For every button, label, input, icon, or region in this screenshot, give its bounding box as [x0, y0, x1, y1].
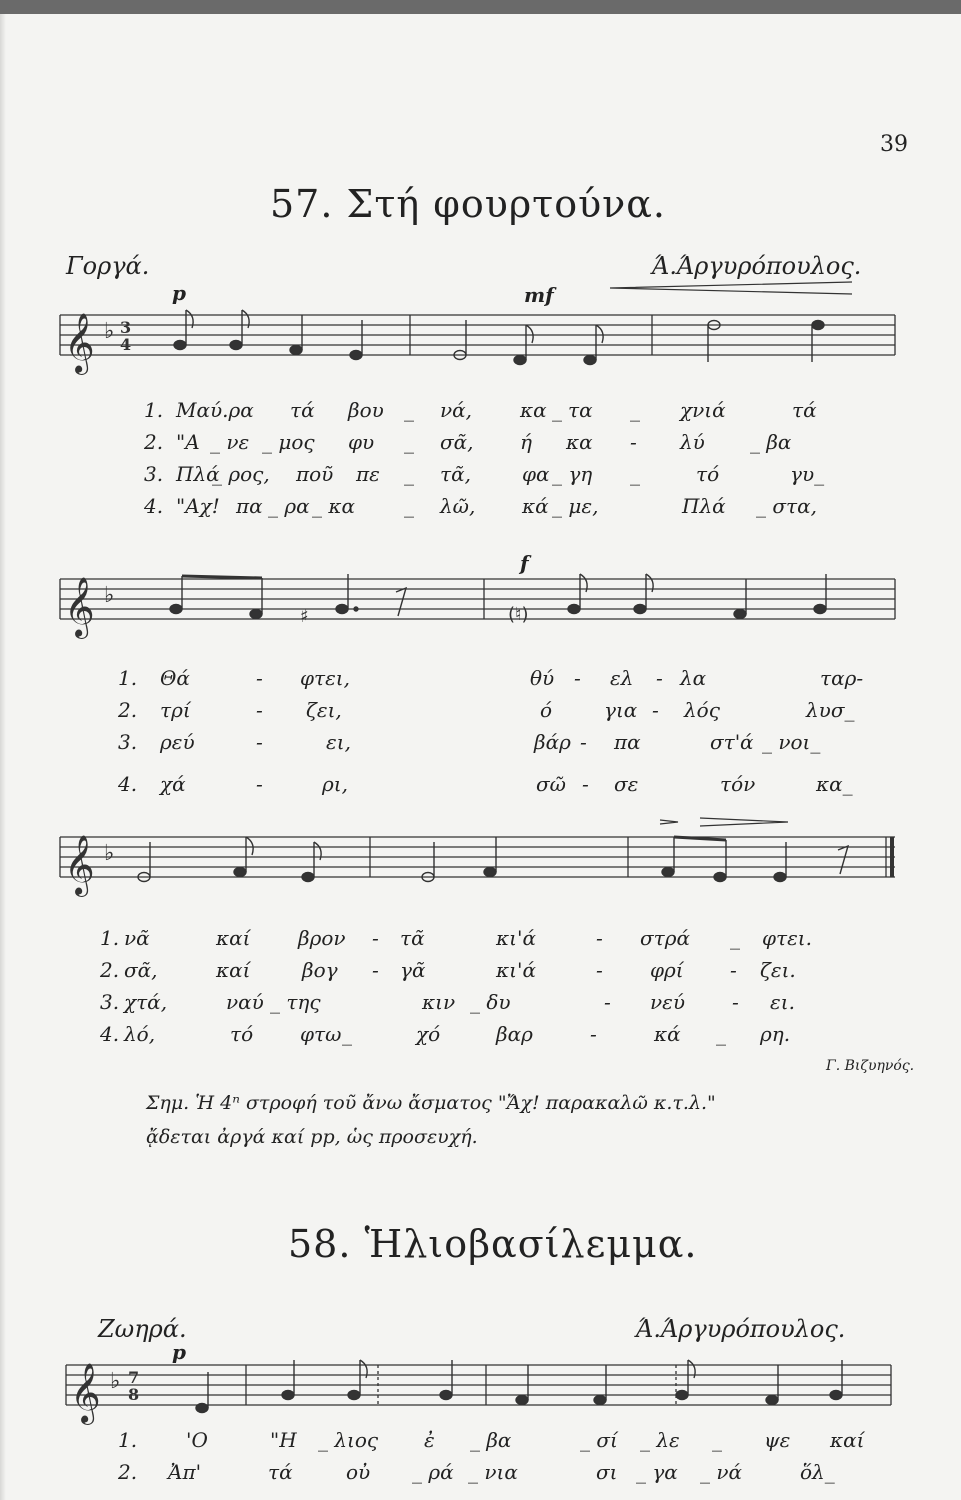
lyric-syllable: Πλά — [176, 462, 220, 486]
lyric-syllable: 3. — [100, 990, 120, 1014]
lyric-syllable: πα — [614, 730, 641, 754]
lyric-syllable: - — [256, 730, 263, 754]
lyric-syllable: "Αχ! — [176, 494, 220, 518]
lyric-syllable: βάρ — [534, 730, 571, 754]
lyric-syllable: _ — [712, 1428, 722, 1452]
lyric-syllable: _ — [552, 398, 562, 422]
lyric-syllable: κά — [522, 494, 549, 518]
lyric-syllable: 4. — [100, 1022, 120, 1046]
svg-text:𝄞: 𝄞 — [64, 835, 95, 895]
lyric-syllable: στρά — [640, 926, 690, 950]
music-staff — [66, 1350, 896, 1430]
lyric-syllable: _ στα, — [756, 494, 817, 518]
lyric-syllable: νᾶ — [124, 926, 150, 950]
lyric-syllable: 2. — [118, 698, 138, 722]
footnote-line: Σημ. Ἡ 4ⁿ στροφή τοῦ ἄνω ἄσματος "Ἄχ! παρακαλῶ κ.τ.λ." — [146, 1092, 716, 1114]
svg-text:♭: ♭ — [104, 841, 115, 866]
scan-left-edge — [0, 14, 6, 1500]
lyric-syllable: - — [256, 698, 263, 722]
lyric-syllable: νεύ — [650, 990, 686, 1014]
lyric-syllable: _ γα — [636, 1460, 678, 1484]
lyric-syllable: _ — [716, 1022, 726, 1046]
lyric-syllable: - — [732, 990, 739, 1014]
scan-top-edge — [0, 0, 961, 14]
lyric-syllable: 1. — [118, 1428, 138, 1452]
lyric-syllable: βου — [348, 398, 384, 422]
lyric-syllable: τά — [290, 398, 315, 422]
lyric-syllable: _ — [404, 494, 414, 518]
svg-text:𝄞: 𝄞 — [70, 1363, 101, 1423]
lyric-syllable: ή — [520, 430, 532, 454]
lyric-syllable: κα_ — [816, 772, 853, 796]
lyric-syllable: Πλά — [682, 494, 726, 518]
svg-text:7: 7 — [128, 1368, 140, 1387]
lyric-syllable: 4. — [144, 494, 164, 518]
lyric-syllable: χό — [416, 1022, 441, 1046]
lyric-syllable: ει. — [770, 990, 795, 1014]
lyric-syllable: λῶ, — [440, 494, 476, 518]
lyric-syllable: ει, — [326, 730, 351, 754]
svg-text:3: 3 — [120, 318, 132, 337]
lyric-syllable: οὐ — [346, 1460, 371, 1484]
lyric-syllable: - — [256, 666, 263, 690]
lyric-syllable: φτω — [300, 1022, 342, 1046]
lyric-syllable: φτει, — [300, 666, 350, 690]
lyric-syllable: 'Ο — [186, 1428, 208, 1452]
lyric-syllable: _ δυ — [470, 990, 511, 1014]
lyric-syllable: λύ — [680, 430, 705, 454]
lyric-syllable: χά — [160, 772, 186, 796]
lyric-syllable: ά — [740, 730, 754, 754]
lyric-syllable: _ λε — [640, 1428, 680, 1452]
dynamic-marking: p — [172, 281, 186, 305]
lyric-syllable: τᾶ — [400, 926, 425, 950]
lyric-syllable: θύ — [530, 666, 555, 690]
lyric-syllable: _ νε — [210, 430, 250, 454]
lyric-syllable: _ σί — [580, 1428, 618, 1452]
lyric-syllable: - — [590, 1022, 597, 1046]
lyric-syllable: βρον — [298, 926, 346, 950]
lyric-syllable: ταρ- — [820, 666, 864, 690]
lyric-syllable: λό, — [124, 1022, 156, 1046]
lyric-syllable: - — [582, 772, 589, 796]
lyric-syllable: _ βα — [470, 1428, 512, 1452]
svg-text:♭: ♭ — [110, 1369, 121, 1394]
lyric-syllable: _ μος — [262, 430, 315, 454]
lyric-syllable: "Η — [270, 1428, 297, 1452]
lyric-syllable: _ κα — [312, 494, 355, 518]
lyric-syllable: βαρ — [496, 1022, 533, 1046]
svg-text:♯: ♯ — [300, 606, 309, 627]
music-staff — [60, 564, 900, 644]
lyric-syllable: σᾶ, — [124, 958, 158, 982]
lyric-syllable: - — [580, 730, 587, 754]
lyric-syllable: γυ_ — [790, 462, 825, 486]
verse-number: 1. — [144, 398, 164, 422]
svg-text:♭: ♭ — [104, 319, 115, 344]
lyric-syllable: ζει, — [306, 698, 342, 722]
song-title: 58. Ἡλιοβασίλεμμα. — [288, 1222, 698, 1266]
lyric-syllable: 1. — [100, 926, 120, 950]
lyric-syllable: - — [574, 666, 581, 690]
lyric-syllable: 2. — [144, 430, 164, 454]
lyric-syllable: καί — [216, 926, 251, 950]
lyric-syllable: _ ρα — [268, 494, 310, 518]
lyric-syllable: λός — [684, 698, 720, 722]
svg-text:8: 8 — [128, 1385, 140, 1404]
lyric-syllable: κι'ά — [496, 958, 536, 982]
lyric-syllable: χτά, — [124, 990, 168, 1014]
composer: Ά.Άργυρόπουλος. — [636, 1315, 846, 1343]
lyric-syllable: - — [630, 430, 637, 454]
lyric-syllable: _ νοι_ — [762, 730, 821, 754]
lyric-syllable: ὅλ_ — [800, 1460, 835, 1484]
lyric-syllable: Ἀπ' — [168, 1460, 202, 1484]
lyric-syllable: τό — [230, 1022, 254, 1046]
lyric-syllable: κιν — [422, 990, 456, 1014]
song-title: 57. Στή φουρτούνα. — [270, 182, 667, 226]
lyric-syllable: - — [656, 666, 663, 690]
lyric-syllable: για — [604, 698, 638, 722]
tempo-marking: Γοργά. — [66, 252, 150, 280]
lyric-syllable: τρί — [160, 698, 191, 722]
lyric-syllable: βογ — [302, 958, 338, 982]
lyric-syllable: ρι, — [322, 772, 348, 796]
svg-text:𝄞: 𝄞 — [64, 577, 95, 637]
lyricist-signature: Γ. Βιζυηνός. — [826, 1058, 915, 1074]
lyric-syllable: ό — [540, 698, 553, 722]
lyric-syllable: - — [652, 698, 659, 722]
lyric-syllable: _ ρος, — [212, 462, 270, 486]
lyric-syllable: ρεύ — [160, 730, 195, 754]
lyric-syllable: λα — [680, 666, 707, 690]
lyric-syllable: σᾶ, — [440, 430, 474, 454]
lyric-syllable: σῶ — [536, 772, 566, 796]
lyric-syllable: λυσ_ — [806, 698, 855, 722]
lyric-syllable: ελ — [610, 666, 634, 690]
lyric-syllable: σι — [596, 1460, 618, 1484]
lyric-syllable: _ — [342, 1022, 352, 1046]
lyric-syllable: _ της — [270, 990, 321, 1014]
lyric-syllable: _ νια — [468, 1460, 518, 1484]
lyric-syllable: 1. — [118, 666, 138, 690]
lyric-syllable: φτει. — [762, 926, 812, 950]
lyric-syllable: κι'ά — [496, 926, 536, 950]
lyric-syllable: τό — [696, 462, 720, 486]
lyric-syllable: ζει. — [760, 958, 796, 982]
lyric-syllable: ναύ — [226, 990, 264, 1014]
lyric-syllable: 3. — [118, 730, 138, 754]
lyric-syllable: _ λιος — [318, 1428, 379, 1452]
dynamic-marking: f — [520, 551, 529, 575]
lyric-syllable: πε — [356, 462, 380, 486]
lyric-syllable: τόν — [720, 772, 756, 796]
music-staff — [60, 300, 900, 380]
lyric-syllable: χνιά — [680, 398, 726, 422]
footnote — [146, 1086, 961, 1154]
lyric-syllable: νά, — [440, 398, 473, 422]
page-number: 39 — [880, 132, 908, 157]
lyric-syllable: κα — [520, 398, 547, 422]
music-staff — [60, 822, 900, 902]
lyric-syllable: _ με, — [552, 494, 599, 518]
lyric-syllable: στ' — [710, 730, 741, 754]
lyric-syllable: πα — [236, 494, 263, 518]
lyric-syllable: τά — [268, 1460, 293, 1484]
lyric-syllable: κά — [654, 1022, 681, 1046]
tempo-marking: Ζωηρά. — [98, 1315, 187, 1343]
lyric-syllable: καί — [830, 1428, 865, 1452]
lyric-syllable: ἐ — [424, 1428, 435, 1452]
dynamic-marking: p — [172, 1340, 186, 1364]
svg-text:4: 4 — [120, 335, 132, 354]
composer: Ά.Άργυρόπουλος. — [652, 252, 862, 280]
svg-text:♭: ♭ — [104, 583, 115, 608]
lyric-syllable: _ — [630, 398, 640, 422]
lyric-syllable: _ — [730, 926, 740, 950]
lyric-syllable: κα — [566, 430, 593, 454]
lyric-syllable: - — [604, 990, 611, 1014]
lyric-syllable: ψε — [764, 1428, 791, 1452]
lyric-syllable: ρη. — [760, 1022, 791, 1046]
lyric-syllable: σε — [614, 772, 639, 796]
lyric-syllable: _ — [630, 462, 640, 486]
svg-text:(♮): (♮) — [508, 604, 529, 625]
lyric-syllable: - — [256, 772, 263, 796]
lyric-syllable: 2. — [100, 958, 120, 982]
lyric-syllable: _ βα — [750, 430, 792, 454]
lyric-syllable: - — [372, 926, 379, 950]
lyric-syllable: φρί — [650, 958, 684, 982]
lyric-syllable: - — [730, 958, 737, 982]
lyric-syllable: _ — [404, 462, 414, 486]
footnote-line: ᾄδεται ἀργά καί pp, ὡς προσευχή. — [146, 1126, 478, 1148]
lyric-syllable: - — [596, 926, 603, 950]
lyric-syllable: - — [596, 958, 603, 982]
lyric-syllable: Θά — [160, 666, 190, 690]
lyric-syllable: Μαύ.ρα — [176, 398, 254, 422]
lyric-syllable: _ — [404, 398, 414, 422]
dynamic-marking: mf — [524, 283, 554, 307]
lyric-syllable: _ γη — [552, 462, 593, 486]
lyric-syllable: 3. — [144, 462, 164, 486]
lyric-syllable: - — [372, 958, 379, 982]
lyric-syllable: τᾶ, — [440, 462, 471, 486]
lyric-syllable: φυ — [348, 430, 375, 454]
lyric-syllable: καί — [216, 958, 251, 982]
lyric-syllable: 2. — [118, 1460, 138, 1484]
lyric-syllable: γᾶ — [400, 958, 426, 982]
lyric-syllable: φα — [522, 462, 550, 486]
lyric-syllable: τα — [568, 398, 593, 422]
lyric-syllable: _ ρά — [412, 1460, 454, 1484]
lyric-syllable: _ — [404, 430, 414, 454]
lyric-syllable: "Α — [176, 430, 200, 454]
lyric-syllable: _ νά — [700, 1460, 743, 1484]
lyric-syllable: 4. — [118, 772, 138, 796]
lyric-syllable: ποῦ — [296, 462, 334, 486]
svg-text:𝄞: 𝄞 — [64, 313, 95, 373]
lyric-syllable: τά — [792, 398, 817, 422]
